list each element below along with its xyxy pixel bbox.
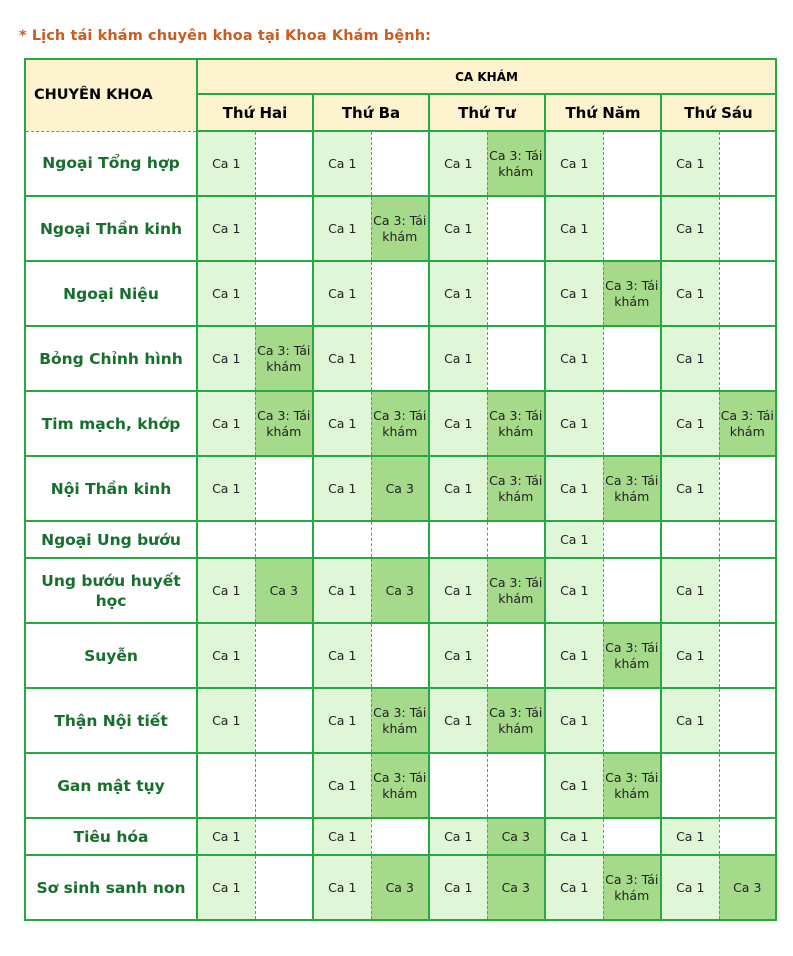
empty-cell bbox=[661, 521, 719, 558]
empty-cell bbox=[255, 753, 313, 818]
shift-cell: Ca 3: Tái khám bbox=[255, 391, 313, 456]
shift-cell: Ca 1 bbox=[545, 623, 603, 688]
shift-cell: Ca 1 bbox=[197, 456, 255, 521]
specialty-name: Tim mạch, khớp bbox=[25, 391, 197, 456]
shift-cell: Ca 1 bbox=[661, 558, 719, 623]
empty-cell bbox=[603, 391, 661, 456]
empty-cell bbox=[603, 521, 661, 558]
shift-cell: Ca 3: Tái khám bbox=[487, 558, 545, 623]
shift-cell: Ca 3: Tái khám bbox=[487, 391, 545, 456]
table-row bbox=[25, 623, 776, 688]
shift-cell: Ca 1 bbox=[313, 196, 371, 261]
table-row bbox=[25, 855, 776, 920]
empty-cell bbox=[371, 623, 429, 688]
shift-cell: Ca 3: Tái khám bbox=[603, 753, 661, 818]
specialty-name: Gan mật tụy bbox=[25, 753, 197, 818]
shift-cell: Ca 1 bbox=[197, 196, 255, 261]
table-row bbox=[25, 456, 776, 521]
specialty-name: Suyễn bbox=[25, 623, 197, 688]
shift-cell: Ca 1 bbox=[545, 521, 603, 558]
shift-cell: Ca 3: Tái khám bbox=[603, 456, 661, 521]
empty-cell bbox=[603, 196, 661, 261]
shift-cell: Ca 1 bbox=[197, 623, 255, 688]
empty-cell bbox=[719, 753, 776, 818]
specialty-name: Thận Nội tiết bbox=[25, 688, 197, 753]
empty-cell bbox=[371, 261, 429, 326]
shift-cell: Ca 1 bbox=[661, 456, 719, 521]
empty-cell bbox=[197, 753, 255, 818]
empty-cell bbox=[429, 753, 487, 818]
shift-cell: Ca 1 bbox=[545, 326, 603, 391]
shift-cell: Ca 3: Tái khám bbox=[719, 391, 776, 456]
empty-cell bbox=[603, 326, 661, 391]
day-header-thu: Thứ Năm bbox=[545, 94, 661, 131]
empty-cell bbox=[197, 521, 255, 558]
shift-cell: Ca 1 bbox=[661, 326, 719, 391]
schedule-body bbox=[25, 131, 776, 920]
specialty-name: Nội Thần kinh bbox=[25, 456, 197, 521]
shift-cell: Ca 3: Tái khám bbox=[603, 261, 661, 326]
shift-cell: Ca 3: Tái khám bbox=[371, 753, 429, 818]
shift-cell: Ca 1 bbox=[545, 456, 603, 521]
shift-cell: Ca 1 bbox=[545, 753, 603, 818]
empty-cell bbox=[719, 521, 776, 558]
empty-cell bbox=[255, 131, 313, 196]
shift-cell: Ca 1 bbox=[661, 261, 719, 326]
table-row bbox=[25, 261, 776, 326]
day-header-tue: Thứ Ba bbox=[313, 94, 429, 131]
shift-cell: Ca 1 bbox=[429, 855, 487, 920]
empty-cell bbox=[719, 818, 776, 855]
empty-cell bbox=[371, 326, 429, 391]
empty-cell bbox=[603, 558, 661, 623]
shift-cell: Ca 1 bbox=[429, 623, 487, 688]
shift-cell: Ca 3 bbox=[371, 456, 429, 521]
shift-cell: Ca 1 bbox=[197, 558, 255, 623]
shift-cell: Ca 1 bbox=[429, 456, 487, 521]
shift-cell: Ca 1 bbox=[429, 131, 487, 196]
day-header-fri: Thứ Sáu bbox=[661, 94, 776, 131]
shift-cell: Ca 1 bbox=[197, 326, 255, 391]
shift-cell: Ca 1 bbox=[429, 688, 487, 753]
empty-cell bbox=[719, 623, 776, 688]
empty-cell bbox=[719, 196, 776, 261]
shift-cell: Ca 3 bbox=[371, 855, 429, 920]
shift-cell: Ca 3: Tái khám bbox=[487, 131, 545, 196]
day-header-mon: Thứ Hai bbox=[197, 94, 313, 131]
shift-cell: Ca 3: Tái khám bbox=[371, 196, 429, 261]
shift-cell: Ca 1 bbox=[197, 688, 255, 753]
shift-cell: Ca 1 bbox=[661, 196, 719, 261]
shift-cell: Ca 1 bbox=[313, 818, 371, 855]
table-row bbox=[25, 818, 776, 855]
shift-cell: Ca 1 bbox=[197, 391, 255, 456]
shift-cell: Ca 1 bbox=[545, 391, 603, 456]
shift-cell: Ca 1 bbox=[313, 326, 371, 391]
shift-cell: Ca 3: Tái khám bbox=[603, 623, 661, 688]
empty-cell bbox=[719, 688, 776, 753]
shift-cell: Ca 1 bbox=[545, 855, 603, 920]
table-row bbox=[25, 688, 776, 753]
specialty-name: Bỏng Chỉnh hình bbox=[25, 326, 197, 391]
empty-cell bbox=[603, 688, 661, 753]
shift-cell: Ca 3 bbox=[255, 558, 313, 623]
shift-cell: Ca 1 bbox=[661, 623, 719, 688]
table-row bbox=[25, 131, 776, 196]
empty-cell bbox=[661, 753, 719, 818]
shift-cell: Ca 1 bbox=[545, 688, 603, 753]
empty-cell bbox=[487, 623, 545, 688]
empty-cell bbox=[719, 131, 776, 196]
specialty-name: Sơ sinh sanh non bbox=[25, 855, 197, 920]
empty-cell bbox=[371, 521, 429, 558]
empty-cell bbox=[371, 131, 429, 196]
page-title: * Lịch tái khám chuyên khoa tại Khoa Khám bệnh: bbox=[19, 28, 432, 44]
specialty-name: Ung bướu huyết học bbox=[25, 558, 197, 623]
table-row bbox=[25, 753, 776, 818]
empty-cell bbox=[487, 261, 545, 326]
shift-cell: Ca 3: Tái khám bbox=[255, 326, 313, 391]
shift-cell: Ca 1 bbox=[545, 131, 603, 196]
shift-cell: Ca 1 bbox=[661, 131, 719, 196]
specialty-name: Ngoại Ung bướu bbox=[25, 521, 197, 558]
shift-cell: Ca 1 bbox=[313, 558, 371, 623]
shift-cell: Ca 1 bbox=[545, 196, 603, 261]
shift-cell: Ca 1 bbox=[197, 261, 255, 326]
shift-cell: Ca 1 bbox=[313, 855, 371, 920]
empty-cell bbox=[719, 558, 776, 623]
day-header-wed: Thứ Tư bbox=[429, 94, 545, 131]
shift-group-header: CA KHÁM bbox=[197, 59, 776, 94]
shift-cell: Ca 1 bbox=[313, 391, 371, 456]
table-row bbox=[25, 558, 776, 623]
empty-cell bbox=[255, 196, 313, 261]
specialty-name: Ngoại Tổng hợp bbox=[25, 131, 197, 196]
shift-cell: Ca 1 bbox=[429, 326, 487, 391]
shift-cell: Ca 1 bbox=[545, 818, 603, 855]
table-row bbox=[25, 196, 776, 261]
shift-cell: Ca 1 bbox=[429, 196, 487, 261]
shift-cell: Ca 1 bbox=[197, 855, 255, 920]
shift-cell: Ca 3: Tái khám bbox=[371, 688, 429, 753]
empty-cell bbox=[255, 623, 313, 688]
shift-cell: Ca 1 bbox=[661, 818, 719, 855]
empty-cell bbox=[255, 855, 313, 920]
empty-cell bbox=[719, 456, 776, 521]
empty-cell bbox=[255, 261, 313, 326]
shift-cell: Ca 1 bbox=[545, 558, 603, 623]
shift-cell: Ca 3 bbox=[487, 855, 545, 920]
table-row bbox=[25, 326, 776, 391]
shift-cell: Ca 3: Tái khám bbox=[371, 391, 429, 456]
shift-cell: Ca 3: Tái khám bbox=[603, 855, 661, 920]
shift-cell: Ca 3 bbox=[487, 818, 545, 855]
shift-cell: Ca 1 bbox=[197, 131, 255, 196]
empty-cell bbox=[371, 818, 429, 855]
empty-cell bbox=[487, 326, 545, 391]
shift-cell: Ca 1 bbox=[313, 456, 371, 521]
empty-cell bbox=[487, 196, 545, 261]
empty-cell bbox=[255, 688, 313, 753]
empty-cell bbox=[255, 521, 313, 558]
shift-cell: Ca 1 bbox=[545, 261, 603, 326]
empty-cell bbox=[719, 326, 776, 391]
shift-cell: Ca 1 bbox=[661, 855, 719, 920]
shift-cell: Ca 1 bbox=[661, 391, 719, 456]
shift-cell: Ca 1 bbox=[313, 623, 371, 688]
table-row bbox=[25, 391, 776, 456]
shift-cell: Ca 1 bbox=[313, 261, 371, 326]
shift-cell: Ca 1 bbox=[197, 818, 255, 855]
shift-cell: Ca 1 bbox=[313, 753, 371, 818]
shift-cell: Ca 1 bbox=[429, 558, 487, 623]
shift-cell: Ca 3 bbox=[371, 558, 429, 623]
empty-cell bbox=[255, 818, 313, 855]
table-row bbox=[25, 521, 776, 558]
empty-cell bbox=[603, 131, 661, 196]
specialty-header: CHUYÊN KHOA bbox=[25, 59, 197, 131]
specialty-name: Tiêu hóa bbox=[25, 818, 197, 855]
schedule-table bbox=[24, 58, 777, 921]
empty-cell bbox=[487, 753, 545, 818]
shift-cell: Ca 1 bbox=[661, 688, 719, 753]
shift-cell: Ca 1 bbox=[429, 391, 487, 456]
empty-cell bbox=[487, 521, 545, 558]
specialty-name: Ngoại Thần kinh bbox=[25, 196, 197, 261]
shift-cell: Ca 1 bbox=[429, 261, 487, 326]
shift-cell: Ca 1 bbox=[313, 688, 371, 753]
shift-cell: Ca 3: Tái khám bbox=[487, 456, 545, 521]
empty-cell bbox=[429, 521, 487, 558]
specialty-name: Ngoại Niệu bbox=[25, 261, 197, 326]
shift-cell: Ca 1 bbox=[313, 131, 371, 196]
empty-cell bbox=[603, 818, 661, 855]
shift-cell: Ca 3: Tái khám bbox=[487, 688, 545, 753]
empty-cell bbox=[255, 456, 313, 521]
shift-cell: Ca 3 bbox=[719, 855, 776, 920]
empty-cell bbox=[719, 261, 776, 326]
shift-cell: Ca 1 bbox=[429, 818, 487, 855]
empty-cell bbox=[313, 521, 371, 558]
